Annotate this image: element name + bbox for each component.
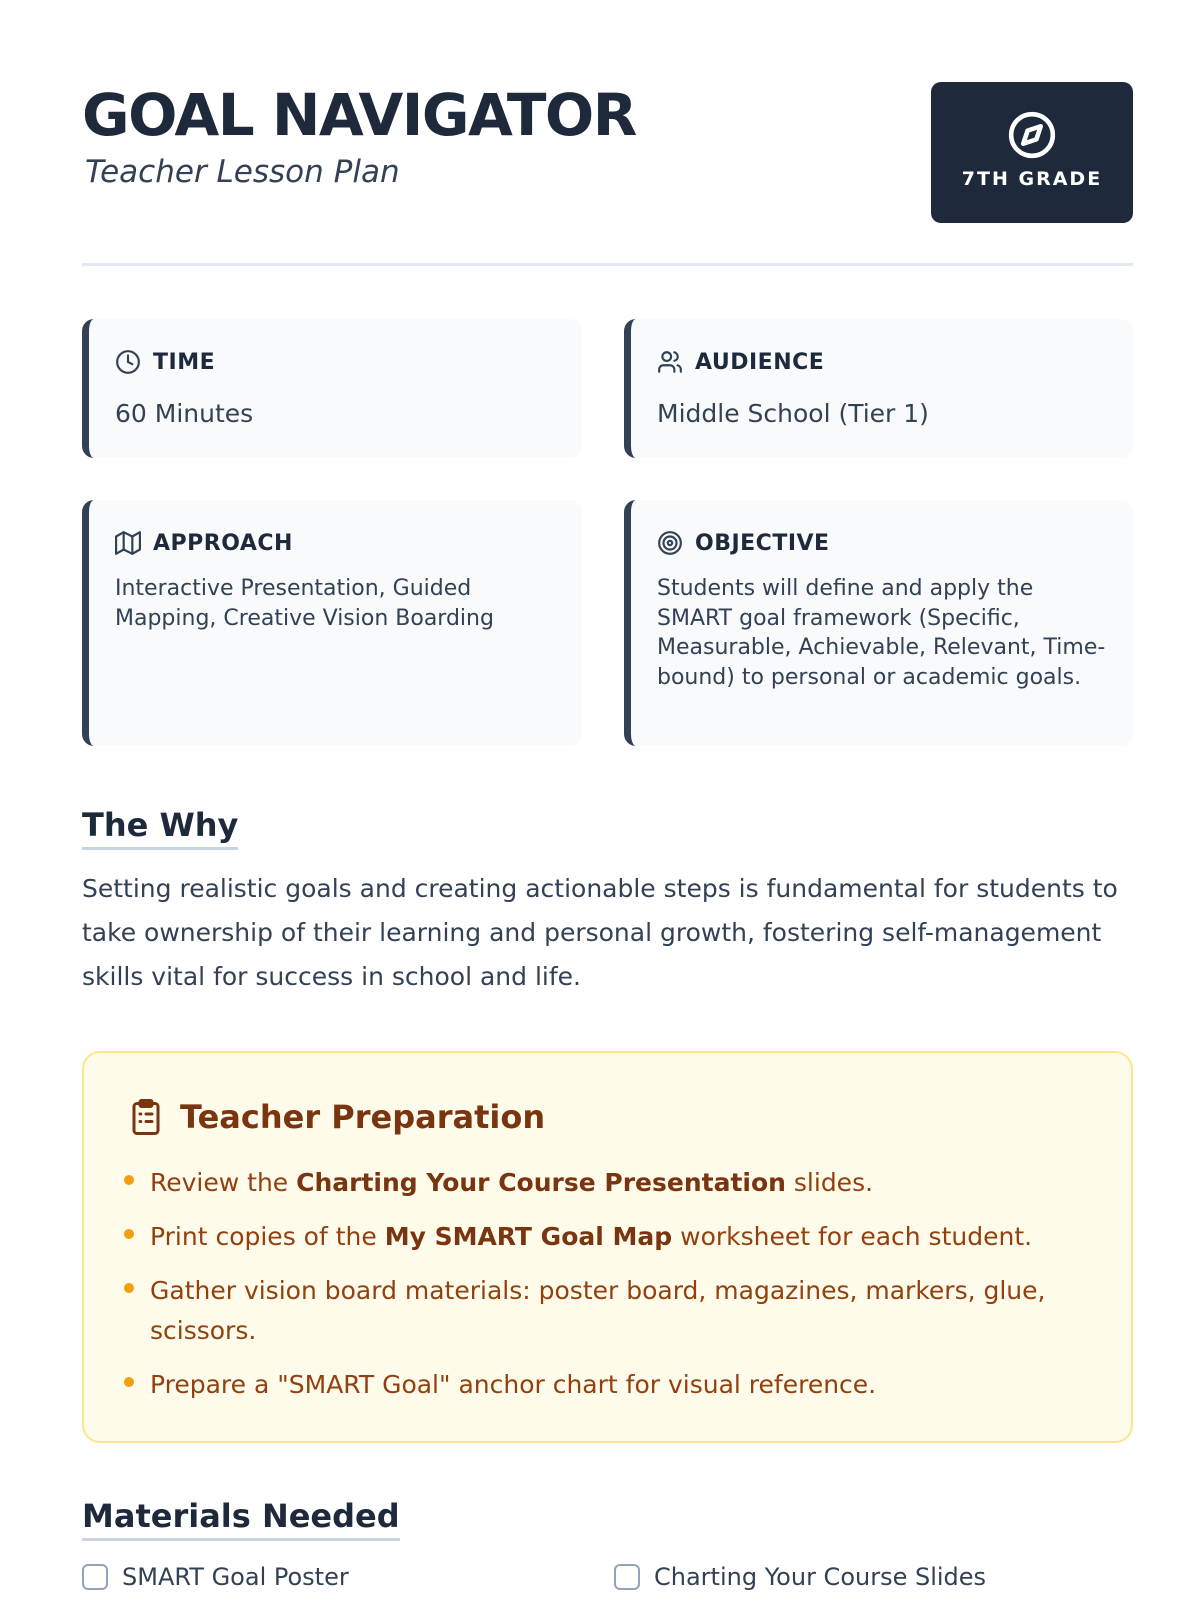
grade-badge <box>931 82 1133 223</box>
materials-heading: Materials Needed <box>82 1496 400 1541</box>
approach-label: APPROACH <box>153 530 293 556</box>
objective-label: OBJECTIVE <box>695 530 830 556</box>
why-heading: The Why <box>82 805 238 850</box>
bullet-dot <box>124 1377 134 1387</box>
time-card <box>82 319 582 458</box>
page-subtitle: Teacher Lesson Plan <box>85 154 400 190</box>
compass-icon <box>1007 110 1057 160</box>
grade-label: 7TH GRADE <box>961 168 1103 190</box>
approach-value: Interactive Presentation, Guided Mapping, Creative Vision Boarding <box>115 576 494 631</box>
clipboard-icon <box>128 1097 164 1137</box>
target-icon <box>657 530 683 556</box>
audience-value: Middle School (Tier 1) <box>657 399 929 428</box>
teacher-preparation-box <box>82 1051 1133 1443</box>
bullet-dot <box>124 1283 134 1293</box>
bullet-dot <box>124 1229 134 1239</box>
page-title: GOAL NAVIGATOR <box>82 81 636 149</box>
objective-value: Students will define and apply the SMART goal framework (Specific, Measurable, Achievable, Relevant, Time-bound) to personal or academic goals. <box>657 576 1106 690</box>
prep-list <box>124 1163 1084 1419</box>
material-label: SMART Goal Poster <box>122 1563 349 1591</box>
prep-title: Teacher Preparation <box>180 1098 546 1136</box>
material-checkbox[interactable] <box>82 1564 108 1590</box>
audience-label: AUDIENCE <box>695 349 825 375</box>
material-label: Charting Your Course Slides <box>654 1563 987 1591</box>
objective-card <box>624 500 1133 746</box>
material-item-poster[interactable] <box>82 1563 349 1591</box>
header <box>82 80 1133 266</box>
list-item: Gather vision board materials: poster board, magazines, markers, glue, scissors. <box>124 1271 1084 1351</box>
time-value: 60 Minutes <box>115 399 254 428</box>
approach-card <box>82 500 582 746</box>
time-label: TIME <box>153 349 216 375</box>
list-item: Prepare a "SMART Goal" anchor chart for visual reference. <box>124 1365 1084 1405</box>
bullet-dot <box>124 1175 134 1185</box>
material-item-slides[interactable] <box>614 1563 986 1591</box>
clock-icon <box>115 349 141 375</box>
why-text: Setting realistic goals and creating actionable steps is fundamental for students to take ownership of their learning and personal growth, fostering self-management skills vital for success in school and life. <box>82 874 1118 991</box>
list-item: Print copies of the My SMART Goal Map worksheet for each student. <box>124 1217 1084 1257</box>
material-checkbox[interactable] <box>614 1564 640 1590</box>
map-icon <box>115 530 141 556</box>
audience-card <box>624 319 1133 458</box>
users-icon <box>657 349 683 375</box>
list-item: Review the Charting Your Course Presentation slides. <box>124 1163 1084 1203</box>
